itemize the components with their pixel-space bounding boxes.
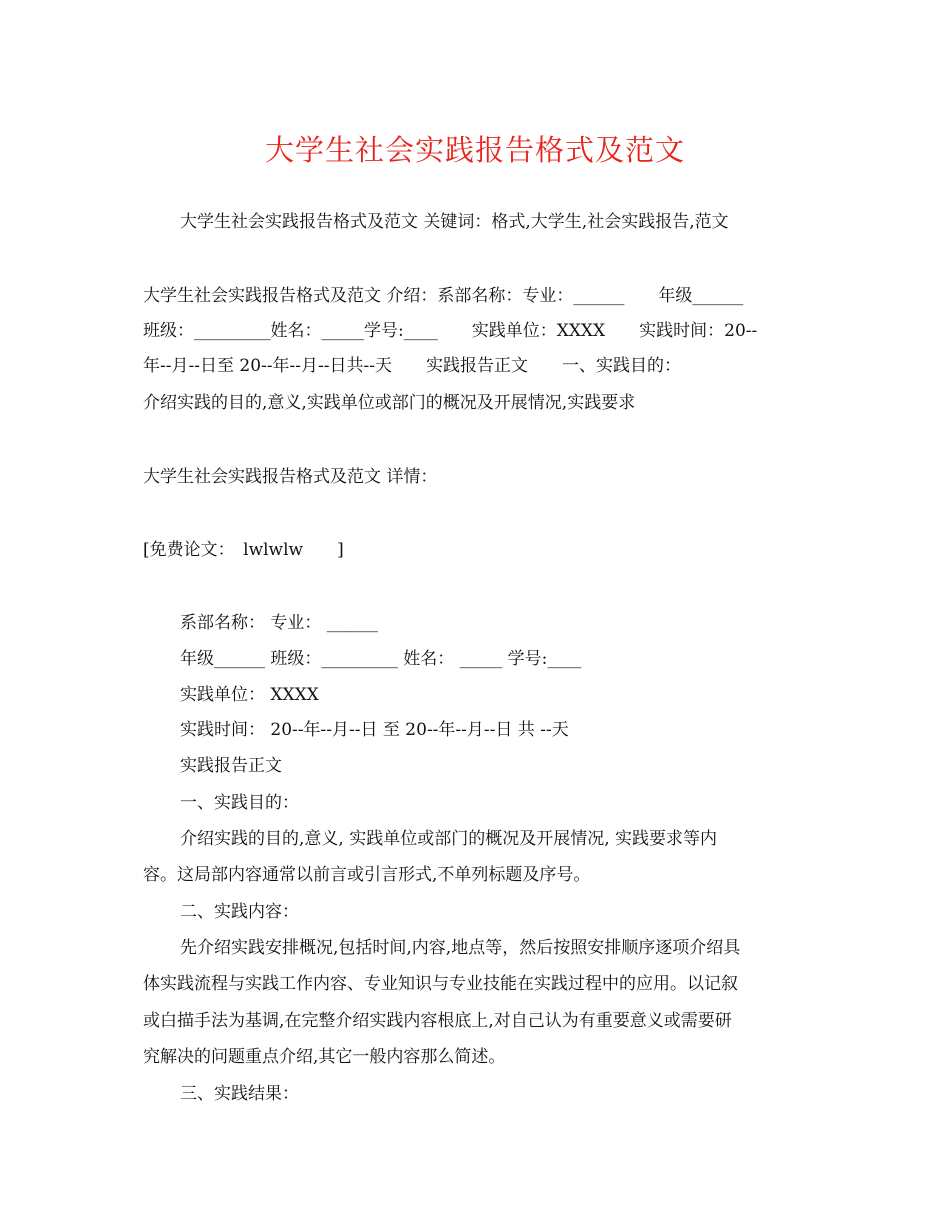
document-title: 大学生社会实践报告格式及范文 <box>264 133 685 167</box>
keywords-line: 大学生社会实践报告格式及范文 关键词：格式,大学生,社会实践报告,范文 <box>180 212 729 232</box>
body-line-8: 容。这局部内容通常以前言或引言形式,不单列标题及序号。 <box>143 865 591 885</box>
details-label: 大学生社会实践报告格式及范文 详情： <box>143 467 438 487</box>
body-line-11: 体实践流程与实践工作内容、专业知识与专业技能在实践过程中的应用。以记叙 <box>143 974 738 994</box>
intro-line-4: 介绍实践的目的,意义,实践单位或部门的概况及开展情况,实践要求 <box>143 393 636 413</box>
body-line-4: 实践时间： 20--年--月--日 至 20--年--月--日 共 --天 <box>180 720 569 740</box>
body-line-13: 究解决的问题重点介绍,其它一般内容那么简述。 <box>143 1047 506 1067</box>
section-heading-3: 三、实践结果： <box>180 1084 299 1104</box>
body-line-1: 系部名称： 专业： ______ <box>180 613 378 633</box>
body-line-3: 实践单位： XXXX <box>180 685 319 705</box>
intro-line-2: 班级：_________姓名：_____学号:____ 实践单位：XXXX 实践时间：20-- <box>143 321 758 341</box>
section-heading-1: 一、实践目的： <box>180 793 299 813</box>
body-line-2: 年级______ 班级：_________ 姓名： _____ 学号:____ <box>180 649 582 669</box>
intro-line-1: 大学生社会实践报告格式及范文 介绍：系部名称：专业：______ 年级______ <box>143 286 744 306</box>
body-line-7: 介绍实践的目的,意义, 实践单位或部门的概况及开展情况, 实践要求等内 <box>180 829 718 849</box>
body-line-5: 实践报告正文 <box>180 756 282 776</box>
body-line-10: 先介绍实践安排概况,包括时间,内容,地点等，然后按照安排顺序逐项介绍具 <box>180 938 741 958</box>
section-heading-2: 二、实践内容： <box>180 902 299 922</box>
intro-line-3: 年--月--日至 20--年--月--日共--天 实践报告正文 一、实践目的： <box>143 356 681 376</box>
free-paper-line: [免费论文： lwlwlw ] <box>143 540 344 560</box>
body-line-12: 或白描手法为基调,在完整介绍实践内容根底上,对自己认为有重要意义或需要研 <box>143 1011 732 1031</box>
